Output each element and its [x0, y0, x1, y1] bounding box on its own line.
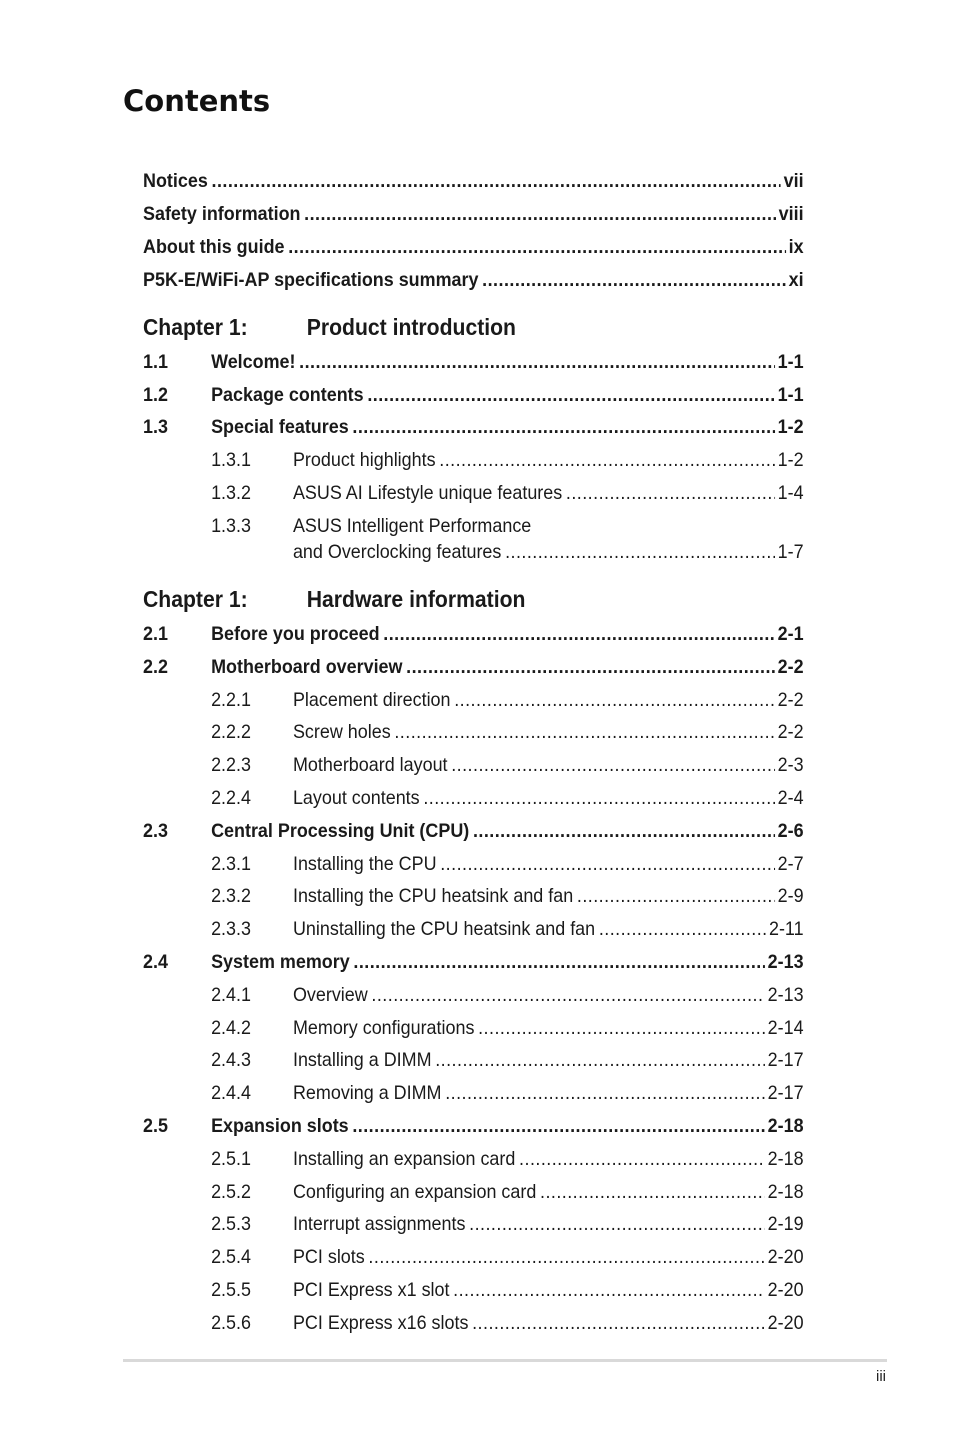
dot-leader	[599, 916, 766, 942]
toc-entry-text: Expansion slots	[211, 1115, 349, 1137]
toc-entry-text: Motherboard overview	[211, 655, 403, 678]
dot-leader	[211, 168, 780, 194]
toc-entry-number: 2.4.4	[211, 1082, 251, 1105]
toc-subentry[interactable]	[143, 1244, 804, 1270]
toc-subentry[interactable]	[143, 1047, 804, 1073]
toc-entry-page: 1-1	[777, 351, 804, 373]
toc-entry-number: 2.2.1	[211, 688, 251, 711]
chapter-title: Product introduction	[306, 314, 516, 340]
toc-entry[interactable]	[143, 949, 804, 975]
toc-entry-text: Memory configurations	[292, 1016, 475, 1039]
toc-entry[interactable]	[143, 818, 804, 844]
toc-entry-text: Motherboard layout	[292, 754, 448, 777]
toc-subentry[interactable]	[143, 1310, 804, 1336]
toc-entry-number: 2.3.1	[211, 852, 251, 875]
toc-subentry[interactable]	[143, 982, 804, 1008]
toc-subentry[interactable]	[143, 687, 804, 713]
toc-entry-number: 2.3.2	[211, 885, 251, 908]
toc-entry-page: 2-18	[767, 1115, 804, 1137]
toc-entry-text: Overview	[292, 983, 368, 1006]
chapter-heading	[143, 586, 525, 616]
toc-entry-page: 2-1	[777, 623, 804, 645]
dot-leader	[505, 539, 775, 565]
toc-entry-text: Welcome!	[211, 351, 296, 373]
toc-entry-page: ix	[788, 236, 804, 258]
toc-entry-page: 2-17	[767, 1082, 804, 1105]
dot-leader	[453, 1277, 765, 1303]
toc-entry-number: 1.3.3	[211, 515, 251, 537]
toc-entry-page: 1-7	[777, 541, 804, 563]
toc-entry-number: 2.2	[143, 655, 168, 678]
toc-entry-number: 2.3	[143, 819, 168, 842]
toc-entry-page: 2-2	[777, 655, 804, 678]
dot-leader	[406, 654, 775, 680]
toc-entry-text: Installing the CPU heatsink and fan	[292, 885, 574, 908]
dot-leader	[352, 414, 774, 440]
chapter-title: Hardware information	[306, 586, 526, 612]
toc-entry-text: Installing an expansion card	[292, 1147, 516, 1170]
toc-entry-text: Package contents	[211, 384, 364, 406]
toc-entry-text: P5K-E/WiFi-AP specifications summary	[143, 269, 479, 291]
dot-leader	[353, 949, 765, 975]
toc-entry-page: 1-1	[777, 384, 804, 406]
toc-entry-page: 2-14	[767, 1016, 804, 1039]
toc-entry-text: Placement direction	[292, 688, 451, 711]
toc-entry[interactable]	[143, 1113, 804, 1139]
dot-leader	[368, 1244, 764, 1270]
dot-leader	[445, 1080, 765, 1106]
toc-entry-number: 2.3.3	[211, 918, 251, 941]
toc-entry[interactable]	[143, 654, 804, 680]
toc-entry-page: 2-3	[777, 754, 804, 777]
page-title: Contents	[123, 84, 271, 118]
toc-entry-page: 1-2	[777, 416, 804, 438]
toc-subentry[interactable]	[143, 513, 804, 539]
toc-entry-page: 2-4	[777, 787, 804, 809]
toc-entry-text: ASUS AI Lifestyle unique features	[292, 482, 563, 504]
toc-entry-number: 2.2.4	[211, 787, 251, 809]
toc-entry-text: Screw holes	[292, 721, 391, 744]
toc-entry[interactable]	[143, 382, 804, 408]
toc-entry-page: 2-17	[767, 1049, 804, 1072]
toc-entry-text: System memory	[211, 951, 350, 973]
chapter-heading	[143, 314, 516, 344]
dot-leader	[482, 267, 786, 293]
dot-leader	[367, 382, 775, 408]
dot-leader	[469, 1211, 765, 1237]
toc-entry-number: 2.5.1	[211, 1147, 251, 1170]
toc-entry-page: 2-13	[767, 983, 804, 1006]
toc-entry-specifications-summary[interactable]	[143, 267, 804, 293]
dot-leader	[472, 1310, 765, 1336]
dot-leader	[478, 1015, 765, 1041]
toc-entry-text: PCI Express x1 slot	[292, 1279, 450, 1301]
toc-entry-number: 2.5.3	[211, 1213, 251, 1236]
toc-entry-number: 2.2.2	[211, 721, 251, 744]
toc-subentry[interactable]	[143, 1211, 804, 1237]
toc-entry-page: 2-20	[767, 1311, 804, 1334]
toc-entry-about-this-guide[interactable]	[143, 234, 804, 260]
toc-entry-page: 2-13	[767, 951, 804, 973]
toc-entry-text: Before you proceed	[211, 623, 380, 645]
toc-entry-page: 2-2	[777, 688, 804, 711]
toc-entry-number: 2.4	[143, 951, 168, 973]
toc-subentry[interactable]	[143, 1146, 804, 1172]
toc-subentry[interactable]	[143, 719, 804, 745]
dot-leader	[566, 480, 775, 506]
toc-subentry[interactable]	[143, 883, 804, 909]
toc-entry-number: 2.5.2	[211, 1180, 251, 1203]
toc-entry[interactable]	[143, 621, 804, 647]
toc-subentry[interactable]	[143, 1080, 804, 1106]
toc-entry-number: 2.4.1	[211, 983, 251, 1006]
toc-entry-text: Removing a DIMM	[292, 1082, 442, 1105]
toc-entry-number: 1.3.1	[211, 449, 251, 471]
dot-leader	[440, 851, 775, 877]
footer-rule	[123, 1359, 887, 1362]
dot-leader	[352, 1113, 765, 1139]
chapter-label: Chapter 1:	[143, 586, 248, 612]
dot-leader	[423, 785, 775, 811]
toc-entry-text: Installing the CPU	[292, 852, 437, 875]
toc-subentry[interactable]	[143, 752, 804, 778]
chapter-label: Chapter 1:	[143, 314, 248, 340]
dot-leader	[299, 349, 775, 375]
toc-subentry[interactable]	[143, 851, 804, 877]
toc-entry-text: About this guide	[143, 236, 285, 258]
toc-entry-page: 2-18	[767, 1180, 804, 1203]
toc-entry-text: PCI Express x16 slots	[292, 1311, 469, 1334]
toc-entry-page: vii	[783, 170, 804, 192]
toc-entry-text: Central Processing Unit (CPU)	[211, 819, 470, 842]
toc-entry-notices[interactable]	[143, 168, 804, 194]
dot-leader	[383, 621, 775, 647]
dot-leader	[519, 1146, 765, 1172]
dot-leader	[454, 687, 775, 713]
toc-entry-number: 1.3	[143, 416, 168, 438]
toc-entry-text: Special features	[211, 416, 349, 438]
toc-entry-text: Safety information	[143, 203, 301, 225]
toc-entry-page: 2-11	[768, 918, 804, 941]
dot-leader	[371, 982, 764, 1008]
dot-leader	[394, 719, 775, 745]
toc-entry-text: Configuring an expansion card	[292, 1180, 537, 1203]
toc-entry-number: 1.1	[143, 351, 168, 373]
toc-entry-text: Interrupt assignments	[292, 1213, 466, 1236]
toc-entry-page: 2-19	[767, 1213, 804, 1236]
toc-entry-text: Product highlights	[292, 449, 436, 471]
toc-subentry-continued[interactable]	[143, 539, 804, 565]
toc-subentry[interactable]	[143, 1179, 804, 1205]
dot-leader	[577, 883, 775, 909]
page-number: iii	[876, 1368, 886, 1385]
toc-entry[interactable]	[143, 349, 804, 375]
toc-subentry[interactable]	[143, 1015, 804, 1041]
toc-entry-text: Installing a DIMM	[292, 1049, 432, 1072]
toc-entry-number: 2.5.5	[211, 1279, 251, 1301]
dot-leader	[439, 447, 775, 473]
toc-entry-text: Layout contents	[292, 787, 420, 809]
toc-entry-number: 2.2.3	[211, 754, 251, 777]
toc-entry-text: Uninstalling the CPU heatsink and fan	[292, 918, 596, 941]
toc-entry-number: 2.4.3	[211, 1049, 251, 1072]
toc-subentry[interactable]	[143, 785, 804, 811]
dot-leader	[288, 234, 786, 260]
toc-entry-number: 2.5.4	[211, 1246, 251, 1269]
toc-entry-page: 2-18	[767, 1147, 804, 1170]
dot-leader	[451, 752, 775, 778]
dot-leader	[473, 818, 775, 844]
toc-entry-page: 1-2	[777, 449, 804, 471]
toc-entry-number: 2.4.2	[211, 1016, 251, 1039]
toc-entry-page: 2-6	[777, 819, 804, 842]
toc-entry-text: and Overclocking features	[292, 541, 502, 563]
toc-subentry[interactable]	[143, 447, 804, 473]
dot-leader	[304, 201, 776, 227]
toc-entry-page: 1-4	[777, 482, 804, 504]
toc-subentry[interactable]	[143, 1277, 804, 1303]
toc-entry[interactable]	[143, 414, 804, 440]
toc-entry-page: viii	[778, 203, 804, 225]
toc-subentry[interactable]	[143, 916, 804, 942]
toc-entry-safety-information[interactable]	[143, 201, 804, 227]
dot-leader	[435, 1047, 765, 1073]
toc-entry-number: 2.5	[143, 1115, 168, 1137]
toc-entry-text: Notices	[143, 170, 208, 192]
toc-subentry[interactable]	[143, 480, 804, 506]
toc-entry-page: xi	[788, 269, 804, 291]
toc-entry-number: 2.1	[143, 623, 168, 645]
toc-entry-page: 2-9	[777, 885, 804, 908]
toc-entry-text: PCI slots	[292, 1246, 365, 1269]
toc-entry-number: 1.2	[143, 384, 168, 406]
dot-leader	[540, 1179, 765, 1205]
toc-entry-number: 2.5.6	[211, 1311, 251, 1334]
toc-entry-page: 2-7	[777, 852, 804, 875]
toc-entry-page: 2-2	[777, 721, 804, 744]
toc-entry-page: 2-20	[767, 1246, 804, 1269]
toc-entry-text: ASUS Intelligent Performance	[292, 515, 532, 537]
toc-entry-page: 2-20	[767, 1279, 804, 1301]
toc-entry-number: 1.3.2	[211, 482, 251, 504]
